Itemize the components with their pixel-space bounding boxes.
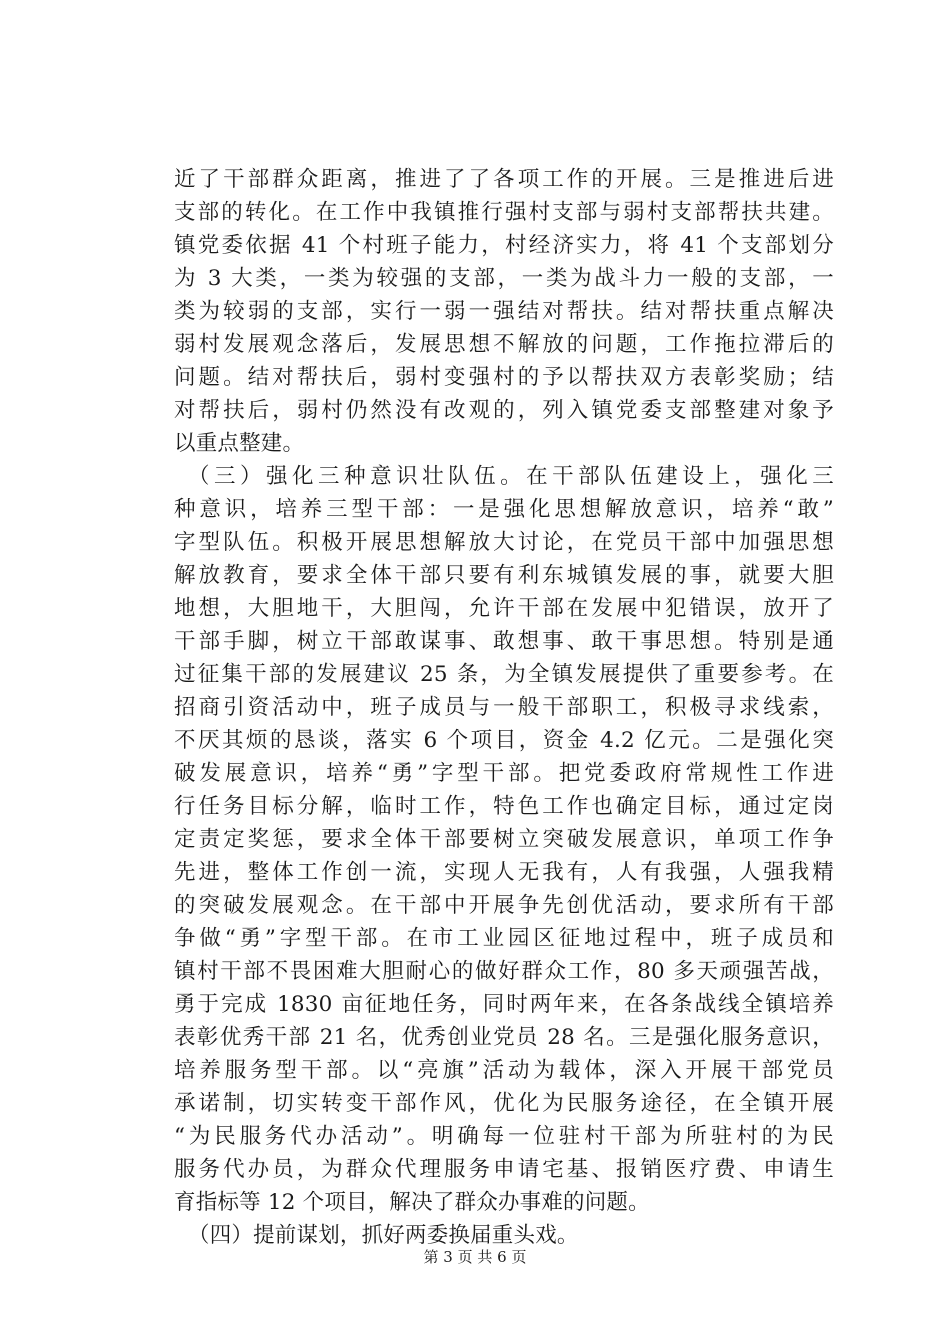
text-line: 解放教育，要求全体干部只要有利东城镇发展的事，就要大胆 [174,563,834,588]
text-line: 定责定奖惩，要求全体干部要树立突破发展意识，单项工作争 [174,827,834,852]
text-line: 以重点整建。 [174,431,305,456]
text-line: 过征集干部的发展建议 25 条，为全镇发展提供了重要参考。在 [174,662,834,687]
text-line: 干部手脚，树立干部敢谋事、敢想事、敢干事思想。特别是通 [174,629,834,654]
text-line: 育指标等 12 个项目，解决了群众办事难的问题。 [174,1190,650,1215]
section-heading-3: （三）强化三种意识壮队伍。在干部队伍建设上，强化三 [188,464,834,489]
text-line: 不厌其烦的恳谈，落实 6 个项目，资金 4.2 亿元。二是强化突 [174,728,834,753]
text-line: 弱村发展观念落后，发展思想不解放的问题，工作拖拉滞后的 [174,332,834,357]
text-line: 为 3 大类，一类为较强的支部，一类为战斗力一般的支部，一 [174,266,834,291]
text-line: 先进，整体工作创一流，实现人无我有，人有我强，人强我精 [174,860,834,885]
text-line: 服务代办员，为群众代理服务申请宅基、报销医疗费、申请生 [174,1157,834,1182]
text-line: 行任务目标分解，临时工作，特色工作也确定目标，通过定岗 [174,794,834,819]
page-number-footer: 第 3 页 共 6 页 [423,1248,527,1266]
text-line: “为民服务代办活动”。明确每一位驻村干部为所驻村的为民 [174,1124,834,1149]
text-line: 类为较弱的支部，实行一弱一强结对帮扶。结对帮扶重点解决 [174,299,834,324]
text-line: 承诺制，切实转变干部作风，优化为民服务途径，在全镇开展 [174,1091,834,1116]
text-line: 近了干部群众距离，推进了了各项工作的开展。三是推进后进 [174,167,834,192]
text-line: 培养服务型干部。以“亮旗”活动为载体，深入开展干部党员 [174,1058,834,1083]
text-line: 的突破发展观念。在干部中开展争先创优活动，要求所有干部 [174,893,834,918]
text-line: 地想，大胆地干，大胆闯，允许干部在发展中犯错误，放开了 [174,596,834,621]
body-text [174,163,834,1252]
text-line: 支部的转化。在工作中我镇推行强村支部与弱村支部帮扶共建。 [174,200,834,225]
text-line: 争做“勇”字型干部。在市工业园区征地过程中，班子成员和 [174,926,834,951]
text-line: 破发展意识，培养“勇”字型干部。把党委政府常规性工作进 [174,761,834,786]
text-line: 镇村干部不畏困难大胆耐心的做好群众工作，80 多天顽强苦战， [174,959,834,984]
text-line: 勇于完成 1830 亩征地任务，同时两年来，在各条战线全镇培养 [174,992,834,1017]
text-line: 种意识，培养三型干部：一是强化思想解放意识，培养“敢” [174,497,834,522]
text-line: 对帮扶后，弱村仍然没有改观的，列入镇党委支部整建对象予 [174,398,834,423]
text-line: 招商引资活动中，班子成员与一般干部职工，积极寻求线索， [174,695,834,720]
section-heading-4: （四）提前谋划，抓好两委换届重头戏。 [188,1223,579,1248]
text-line: 字型队伍。积极开展思想解放大讨论，在党员干部中加强思想 [174,530,834,555]
text-line: 问题。结对帮扶后，弱村变强村的予以帮扶双方表彰奖励；结 [174,365,834,390]
text-line: 镇党委依据 41 个村班子能力，村经济实力，将 41 个支部划分 [174,233,834,258]
text-line: 表彰优秀干部 21 名，优秀创业党员 28 名。三是强化服务意识， [174,1025,834,1050]
